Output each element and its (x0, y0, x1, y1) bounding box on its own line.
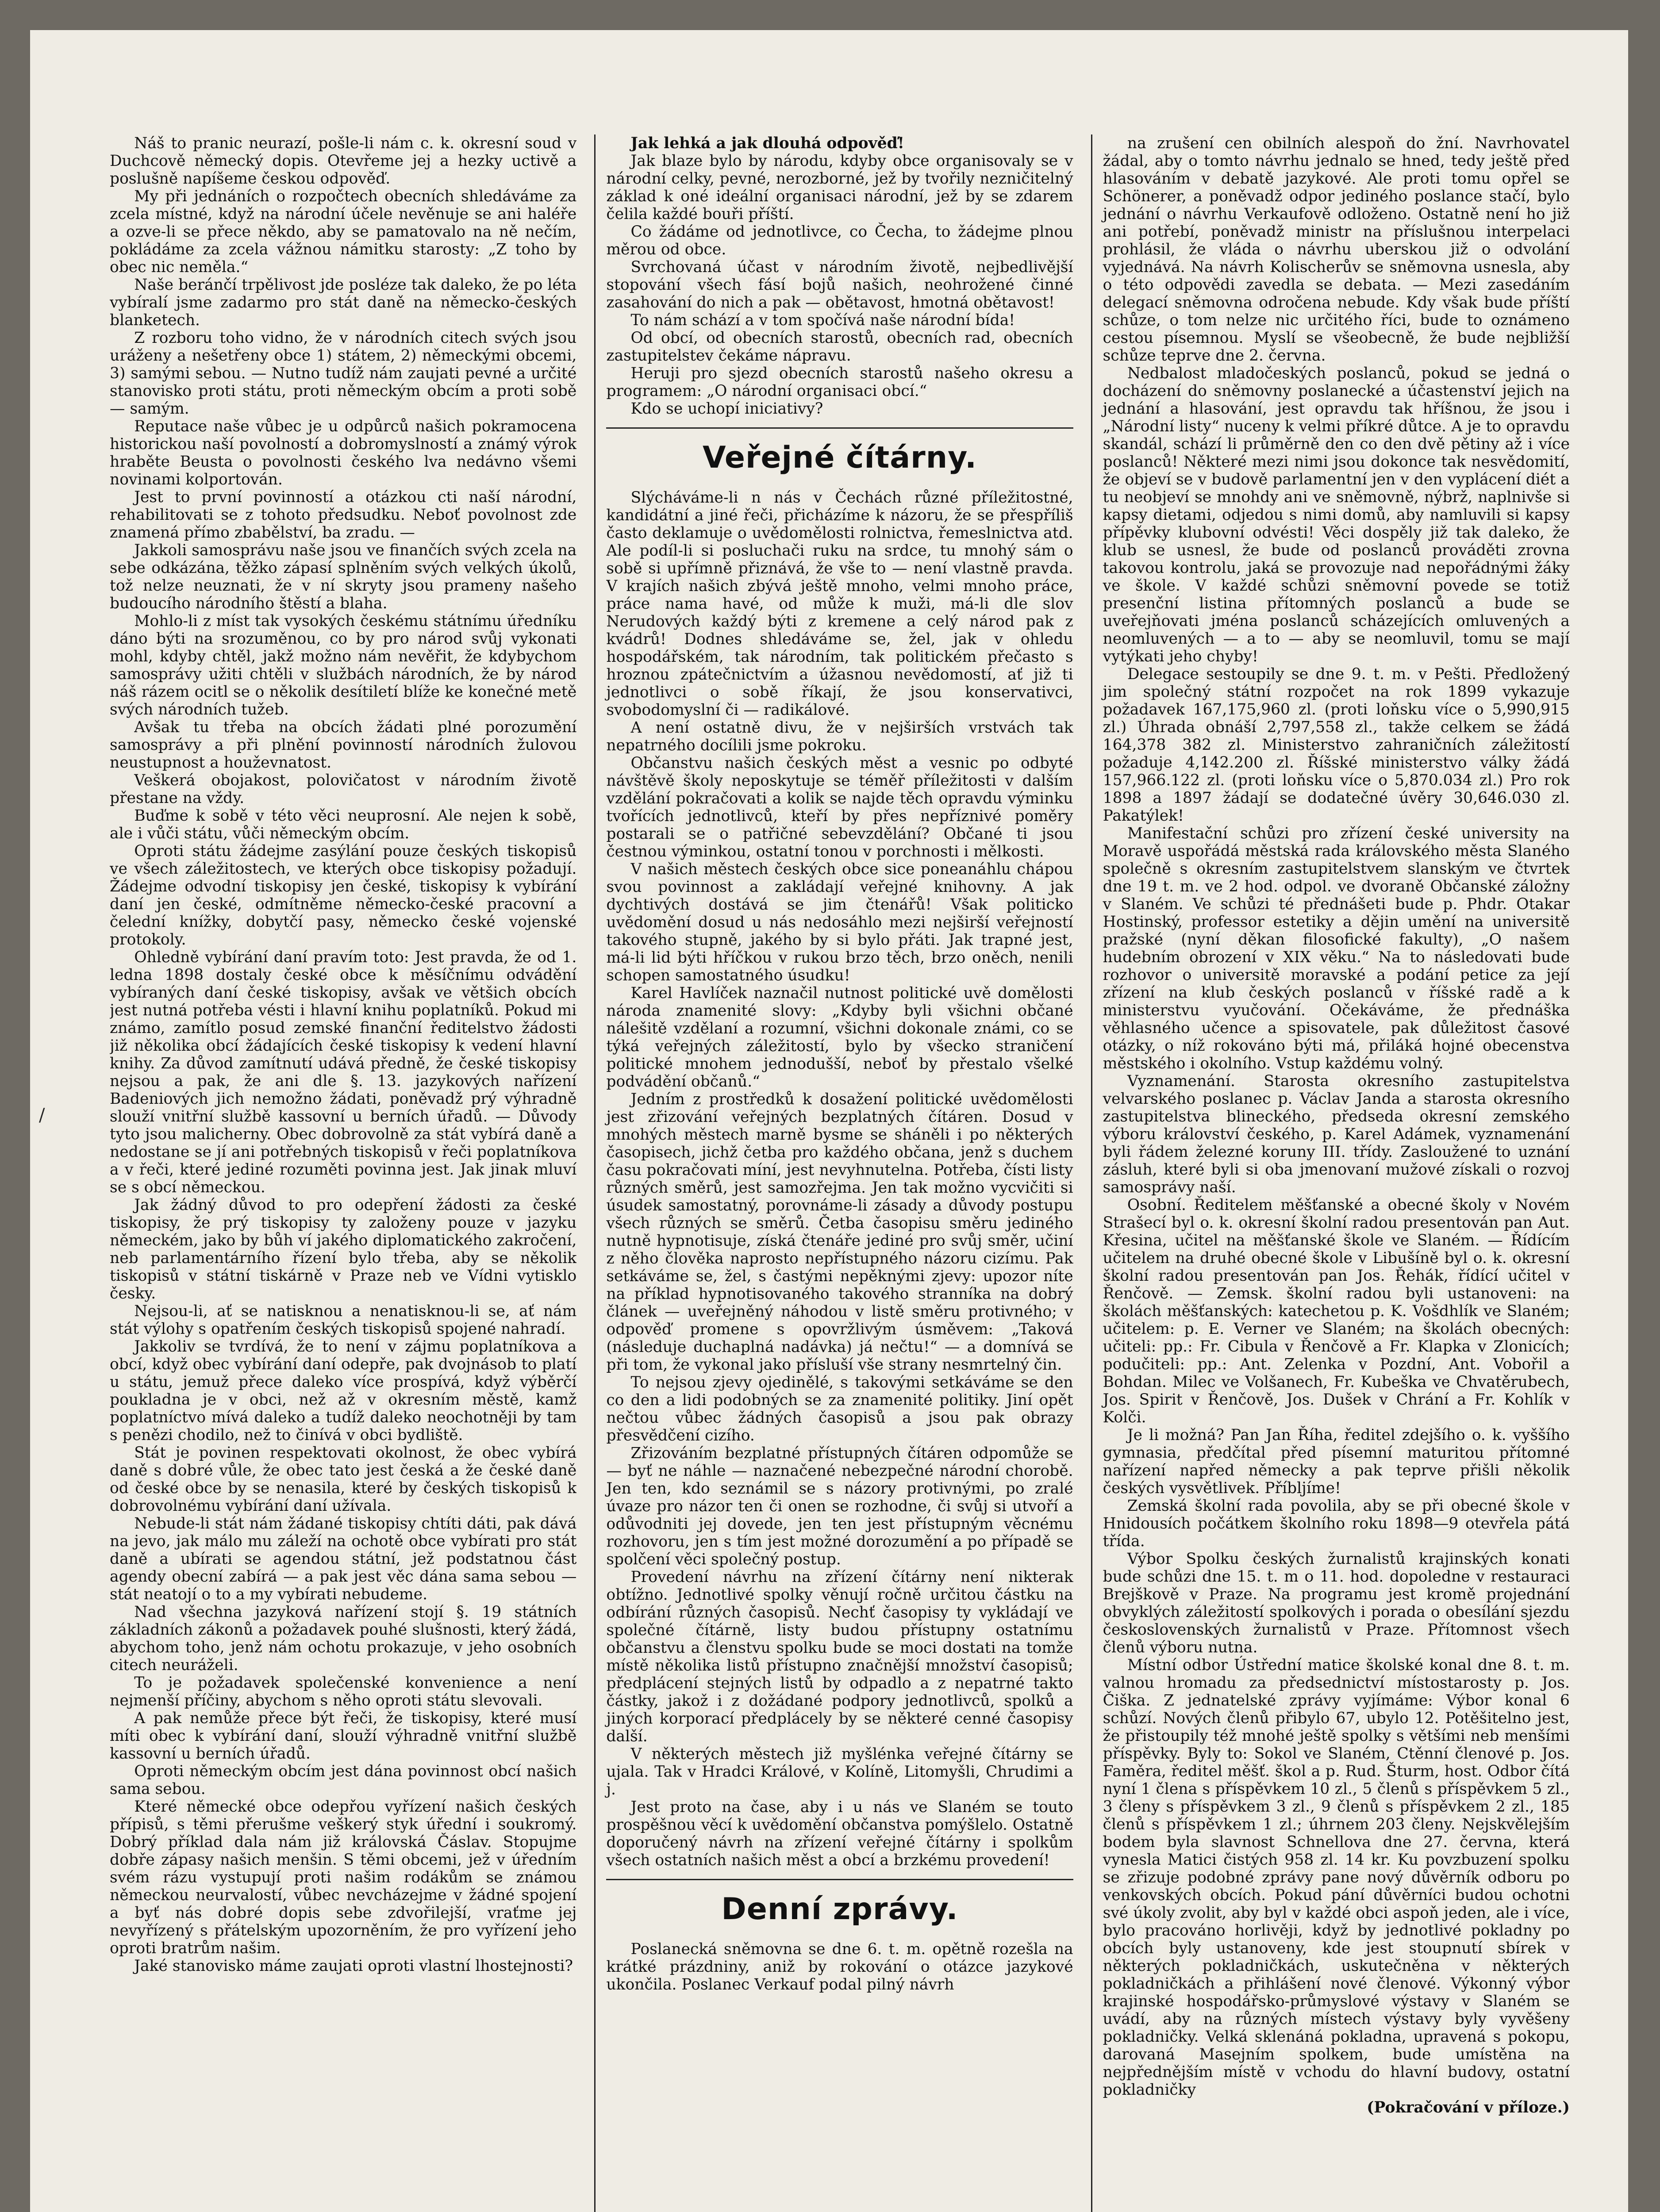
article-paragraph: Svrchovaná účast v národním životě, nejbedlivější stopování všech fásí bojů našich, neohrožené činné zasahování do nich a pak — obětavost, hmotná obětavost! (606, 258, 1073, 311)
article-paragraph: Vyznamenání. Starosta okresního zastupitelstva velvarského poslanec p. Václav Janda a starosta okresního zastupitelstva blineckého, předseda okresní zemského výboru království českého, p. Karel Adámek, vyznamenání byli řádem železné koruny III. třídy. Zasloužené to uznání zásluh, které byli si oba jmenovaní mužové získali o rozvoj samosprávy naší. (1103, 1072, 1570, 1196)
article-paragraph: Provedení návrhu na zřízení čítárny není nikterak obtížno. Jednotlivé spolky věnují ročně určitou částku na odbírání různých časopisů. Nechť časopisy ty vykládají ve společné čítárně, listy budou přístupny ostatnímu občanstvu a členstvu spolku bude se moci dostati na tomže místě několika listů přístupno značnější množství časopisů; předplácení stejných listů by odpadlo a z nepatrné takto částky, jakož i z dožádané podpory jednotlivců, spolků a jiných korporací předplácely by se některé cenné časopisy další. (606, 1568, 1073, 1745)
article-paragraph: Veškerá obojakost, polovičatost v národním životě přestane na vždy. (110, 772, 577, 807)
article-paragraph: Karel Havlíček naznačil nutnost politické uvě domělosti národa znamenité slovy: „Kdyby byli všichni občané nálešitě vzdělaní a rozumní, všichni dokonale známi, co se týká veřejných záležitostí, bylo by všecko straničení politické mnohem jednodušší, neboť by přestalo všelké podvádění občanů.“ (606, 984, 1073, 1091)
article-paragraph: Ohledně vybírání daní pravím toto: Jest pravda, že od 1. ledna 1898 dostaly české obce k měsíčnímu odvádění vybíraných daní české tiskopisy, avšak ve většich obcích jest nutná potřeba vésti i hlavní knihu poplatníků. Pokud mi známo, zamítlo posud zemské finanční ředitelstvo žádosti již několika obcí žádajících české tiskopisy k vedení hlavní knihy. Za důvod zamítnutí udává předně, že české tiskopisy nejsou a pak, že ani dle §. 13. jazykových nařízení Badeniových jich nemožno žádati, poněvadž prý výhradně slouží vnitřní službě kassovní u berních úřadů. — Důvody tyto jsou malicherny. Obec dobrovolně za stát vybírá daně a nedostane se jí ani potřebných tiskopisů v řeči poplatníkova a v řeči, které jediné rozuměti povinna jest. Jak jinak mluví se s obcí německou. (110, 949, 577, 1196)
article-paragraph: Jak lehká a jak dlouhá odpověď! (630, 134, 904, 152)
section-heading-citarny: Veřejné čítárny. (702, 440, 977, 475)
article-paragraph: Poslanecká sněmovna se dne 6. t. m. opětně rozešla na krátké prázdniny, aniž by rokování o otázce jazykové ukončila. Poslanec Verkauf podal pilný návrh (606, 1940, 1073, 1993)
article-paragraph: Místní odbor Ústřední matice školské konal dne 8. t. m. valnou hromadu za předsednictví místostarosty p. Jos. Čiška. Z jednatelské zprávy vyjímáme: Výbor konal 6 schůzí. Nových členů přibylo 67, ubylo 12. Potěšitelno jest, že přistoupily též mnohé ještě spolky s většími neb menšími příspěvky. Byly to: Sokol ve Slaném, Ctěnní členové p. Jos. Faměra, ředitel měšť. škol a p. Rud. Šturm, host. Odbor čítá nyní 1 člena s příspěvkem 10 zl., 5 členů s příspěvkem 5 zl., 3 členy s příspěvkem 3 zl., 9 členů s příspěvkem 2 zl., 185 členů s příspěvkem 1 zl.; úhrnem 203 členy. Nejskvělejším bodem byla slavnost Schnellova dne 27. června, která vynesla Matici čistých 958 zl. 14 kr. Ku povzbuzení spolku se zřizuje podobné zprávy pane nový důvěrník odboru po venkovských obcích. Pokud pání důvěrníci budou ochotni své úkoly zvolit, aby byl v každé obci aspoň jeden, ale i více, bylo pracováno horlivěji, když by jednotlivé pokladny po obcích byly ustanoveny, kde jest stoupnutí sbírek v některých pokladničkách, uskutečněna v některých pokladničkách a přihlášení nové členové. Výkonný výbor krajinské hospodářsko-průmyslové výstavy v Slaném se uvádí, aby na různých místech výstavy byly vyvěšeny pokladničky. Velká sklenáná pokladna, upravená s pokopu, darovaná Masejním spolkem, bude umístěna na nejpřednějším místě v vchodu do hlavní budovy, ostatní pokladničky (1103, 1656, 1570, 2099)
column-2 (594, 134, 1073, 2212)
article-paragraph: Z rozboru toho vidno, že v národních citech svých jsou uráženy a nešetřeny obce 1) státem, 2) německými obcemi, 3) samými sebou. — Nutno tudíž nám zaujati pevné a určité stanovisko proti státu, proti německým obcím a proti sobě — samým. (110, 329, 577, 418)
article-paragraph: Oproti německým obcím jest dána povinnost obcí našich sama sebou. (110, 1763, 577, 1798)
article-paragraph: Jak blaze bylo by národu, kdyby obce organisovaly se v národní celky, pevné, nerozborné, jež by tvořily nezničitelný základ k oné ideální organisaci národní, jež by se zdarem čelila každé bouři příští. (606, 152, 1073, 223)
article-paragraph: A pak nemůže přece být řeči, že tiskopisy, které musí míti obec k vybírání daní, slouží výhradně vnitřní službě kassovní u berních úřadů. (110, 1709, 577, 1763)
article-paragraph: Které německé obce odepřou vyřízení našich českých přípisů, s těmi přerušme veškerý styk úřední i soukromý. Dobrý příklad dala nám již královská Čáslav. Stopujme dobře zápasy našich menšin. S těmi obcemi, jež v úředním svém rázu vystupují proti našim rodákům se známou německou neurvalostí, vůbec nevcházejme v žádné spojení a byť nás dobré dopis sebe zdvořilejší, vraťme jej nevyřízený s přátelským upozorněním, že pro vyřízení jeho oproti bratrům našim. (110, 1798, 577, 1957)
article-paragraph: Jest to první povinností a otázkou cti naší národní, rehabilitovati se z tohoto předsudku. Neboť povolnost zde znamená přímo zbabělství, ba zradu. — (110, 488, 577, 541)
article-paragraph: Delegace sestoupily se dne 9. t. m. v Pešti. Předložený jim společný státní rozpočet na rok 1899 vykazuje požadavek 167,175,960 zl. (proti loňsku více o 5,990,915 zl.) Úhrada obnáší 2,797,558 zl., takže celkem se žádá 164,378 382 zl. Ministerstvo zahraničních záležitostí požaduje 4,142.200 zl. Říšské ministerstvo války žádá 157,966.122 zl. (proti loňsku více o 5,870.034 zl.) Pro rok 1898 a 1897 žádají se dodatečné úvěry 30,646.030 zl. Pakatýlek! (1103, 665, 1570, 825)
columns (110, 134, 1570, 2212)
article-paragraph: Buďme k sobě v této věci neuprosní. Ale nejen k sobě, ale i vůči státu, vůči německým obcím. (110, 807, 577, 842)
article-paragraph: Jakkoli samosprávu naše jsou ve finančích svých zcela na sebe odkázána, těžko zápasí splněním svých velkých úkolů, tož nelze neuznati, že v ní skryty jsou prameny našeho budoucího národního štěstí a blaha. (110, 541, 577, 612)
article-paragraph: A není ostatně divu, že v nejširších vrstvách tak nepatrného docílili jsme pokroku. (606, 719, 1073, 754)
article-paragraph: Co žádáme od jednotlivce, co Čecha, to žádejme plnou měrou od obce. (606, 223, 1073, 258)
article-paragraph: Oproti státu žádejme zasýlání pouze českých tiskopisů ve všech záležitostech, ve kterých obce tiskopisy požadují. Žádejme odvodní tiskopisy jen české, tiskopisy k vybírání daní jen české, odmítněme německo-české pracovní a čelední knížky, dobytčí pasy, německo české vojenské protokoly. (110, 842, 577, 949)
article-paragraph: Výbor Spolku českých žurnalistů krajinských konati bude schůzi dne 15. t. m o 11. hod. dopoledne v restauraci Brejškově v Praze. Na programu jest kromě projednání obvyklých záležitostí spolkových i porada o obesílání sjezdu československých žurnalistů v Praze. Přítomnost všech členů výboru nutna. (1103, 1550, 1570, 1656)
column-1 (110, 134, 576, 2212)
article-paragraph: Jak žádný důvod to pro odepření žádosti za české tiskopisy, že prý tiskopisy ty založeny pouze v jazyku německém, jako by bůh ví jakého diplomatického zakročení, neb parlamentárního řízení bylo třeba, aby se několik tiskopisů v státní tiskárně v Praze neb ve Vídni vytisklo česky. (110, 1196, 577, 1302)
article-paragraph: Jedním z prostředků k dosažení politické uvědomělosti jest zřizování veřejných bezplatných čítáren. Dosud v mnohých městech marně bysme se sháněli i po některých časopisech, jichž četba pro každého občana, jenž s duchem času pokračovati míní, jest nevyhnutelna. Potřeba, čísti listy různých směrů, jest samozřejma. Jen tak možno vycvičiti si úsudek samostatný, porovnáme-li zásady a důvody postupu všech různých se směrů. Četba časopisu směru jediného nutně hypnotisuje, získá čtenáře jediné pro svůj směr, učiní z něho člověka naprosto nepřístupného názoru cizímu. Pak setkáváme se, žel, s častými nepěknými zjevy: upozor níte na příklad hypnotisovaného takového stranníka na dobrý článek — uveřejněný náhodou v listě směru protivného; v odpověď promene s opovržlivým úsměvem: „Taková (následuje duchaplná nadávka) já nečtu!“ — a domnívá se při tom, že vykonal jako přísluší vše strany nesmrtelný čin. (606, 1091, 1073, 1374)
article-paragraph: Mohlo-li z míst tak vysokých českému státnímu úředníku dáno býti na srozuměnou, co by pro národ svůj vykonati mohl, kdyby chtěl, jakž možno nám nevěřit, že kdybychom samosprávy užiti chtěli v službách národních, že by národ náš rázem ocitl se o několik desítiletí blíže ke konečné metě svých národních tužeb. (110, 612, 577, 718)
article-paragraph: Nejsou-li, ať se natisknou a nenatisknou-li se, ať nám stát výlohy s opatřením českých tiskopisů spojené nahradí. (110, 1302, 577, 1338)
article-paragraph: Naše beránčí trpělivost jde posléze tak daleko, že po léta vybíralí jsme zadarmo pro stát daně na německo-českých blanketech. (110, 276, 577, 329)
article-paragraph: Jaké stanovisko máme zaujati oproti vlastní lhostejnosti? (134, 1957, 573, 1975)
article-paragraph: V některých městech již myšlénka veřejné čítárny se ujala. Tak v Hradci Králové, v Kolíně, Litomyšli, Chrudimi a j. (606, 1745, 1073, 1798)
article-paragraph: Zřizováním bezplatné přístupných čítáren odpomůže se — byť ne náhle — naznačené nebezpečné národní chorobě. Jen ten, kdo seznámil se s názory protivnými, po zralé úvaze pro názor ten či onen se rozhodne, či svůj si utvoří a odůvodniti jej dovede, jen ten jest přístupným věcnému rozhovoru, jen s tím jest možné dorozumění a po případě se spolčení věci společný postup. (606, 1444, 1073, 1568)
article-paragraph: Avšak tu třeba na obcích žádati plné porozumění samosprávy a při plnění povinností národních žulovou neustupnost a houževnatost. (110, 718, 577, 772)
article-paragraph: Je li možná? Pan Jan Říha, ředitel zdejšího o. k. vyššího gymnasia, předčítal před písemní maturitou přítomné nařízení napřed německy a pak teprve přišli několik českých vysvětlivek. Příbljíme! (1103, 1426, 1570, 1497)
article-paragraph: Heruji pro sjezd obecních starostů našeho okresu a programem: „O národní organisaci obcí.“ (606, 365, 1073, 400)
article-paragraph: na zrušení cen obilních alespoň do žní. Navrhovatel žádal, aby o tomto návrhu jednalo se hned, tedy ještě před hlasováním v debatě jazykové. Ale proti tomu opřel se Schönerer, a poněvadž odpor jediného poslance stačí, bylo jednání o návrhu Verkaufově odloženo. Ostatně není ho již ani potřebí, poněvadž ministr na příslušnou interpelaci prohlásil, že vláda o návrhu uberskou již o odvolání vyjednává. Na návrh Kolischerův se sněmovna usnesla, aby o této odpovědi zavedla se debata. — Mezi zasedáním delegací sněmovna odročena nebude. Kdy však bude příští schůze, o tom nelze nic určitého říci, bude to oznámeno cestou písemnou. Myslí se všeobecně, že bude nejbližší schůze teprve dne 2. června. (1103, 134, 1570, 365)
article-paragraph: Občanstvu našich českých měst a vesnic po odbyté návštěvě školy neposkytuje se téměř příležitosti v dalším vzdělání pokračovati a kolik se najde těch opravdu výminku tvořících jednotlivců, kteří by přes nepříznivé poměry postarali se o patřičné sebevzdělání? Občané ti jsou čestnou výminkou, ostatní tonou v porchnosti i mělkosti. (606, 754, 1073, 860)
article-paragraph: To nejsou zjevy ojedinělé, s takovými setkáváme se den co den a lidi podobných se za znamenité politiky. Jiní opět nečtou vůbec žádných časopisů a jsou pak obrazy přesvědčení cizího. (606, 1374, 1073, 1444)
article-paragraph: Jest proto na čase, aby i u nás ve Slaném se touto prospěšnou věcí k uvědomění občanstva pomýšlelo. Ostatně doporučený návrh na zřízení veřejné čítárny i spolkům všech ostatních našich měst a obcí a brzkému provedení! (606, 1798, 1073, 1869)
article-paragraph: Zemská školní rada povolila, aby se při obecné škole v Hnidousích počátkem školního roku 1898—9 otevřela pátá třída. (1103, 1497, 1570, 1550)
article-paragraph: My při jednáních o rozpočtech obecních shledáváme za zcela místné, když na národní účele nevěnuje se ani haléře a ozve-li se přece někdo, aby se pamatovalo na ně nečím, pokládáme za zcela vážnou námitku starosty: „Z toho by obec nic neměla.“ (110, 188, 577, 276)
article-paragraph: Nedbalost mladočeských poslanců, pokud se jedná o docházení do sněmovny poslanecké a účastenství jejich na jednání a hlasování, jest opravdu tak hříšnou, že jsou i „Národní listy“ nuceny k velmi příkré důtce. A je to opravdu skandál, schází li průměrně den co den dvě pětiny až i více poslanců! Některé mezi nimi jsou dokonce tak nesvědomití, že objeví se v budově parlamentní jen v den vyplácení diét a tu neobjeví se mnohdy ani ve sněmovně, nýbrž, naplnivše si kapsy dietami, odjedou s nimi domů, aby namluvili si kapsy přípěvky klubovní odvésti! Věci dospěly již tak daleko, že klub se usnesl, že bude od poslanců prováděti zrovna takovou kontrolu, jaká se provozuje nad nepořádnými žáky ve škole. V každé schůzi sněmovní povede se totiž presenční listina přítomných poslanců a bude se uveřejňovati jména poslanců scházejících omluvených a neomluvených — a to — aby se neomluvil, tomu se mají vytýkati jeho chyby! (1103, 365, 1570, 665)
section-divider (606, 1879, 1073, 1880)
article-paragraph: To nám schází a v tom spočívá naše národní bída! (630, 311, 1015, 329)
article-paragraph: Nad všechna jazyková nařízení stojí §. 19 státních základních zákonů a požadavek pouhé slušnosti, který žádá, abychom toho, jenž nám ochotu prokazuje, v jeho osobních citech neuráželi. (110, 1603, 577, 1674)
article-paragraph: Náš to pranic neurazí, pošle-li nám c. k. okresní soud v Duchcově německý dopis. Otevřeme jej a hezky uctivě a poslušně napíšeme českou odpověď. (110, 134, 577, 188)
section-heading-denni-zpravy: Denní zprávy. (721, 1892, 958, 1927)
article-paragraph: Kdo se uchopí iniciativy? (630, 400, 823, 418)
newspaper-page (30, 30, 1628, 2212)
article-paragraph: Od obcí, od obecních starostů, obecních rad, obecních zastupitelstev čekáme nápravu. (606, 329, 1073, 365)
column-3 (1091, 134, 1570, 2212)
margin-mark: / (39, 1105, 45, 1125)
section-divider (606, 427, 1073, 429)
continuation-note: (Pokračování v příloze.) (1367, 2099, 1570, 2116)
article-paragraph: To je požadavek společenské konvenience a není nejmenší příčiny, abychom s něho oproti státu slevovali. (110, 1674, 577, 1709)
article-paragraph: Reputace naše vůbec je u odpůrců našich pokramocena historickou naší povolností a dobromyslností a známý výrok hraběte Beusta o povolnosti českého lva nedávno všemi novinami kolportován. (110, 418, 577, 488)
article-paragraph: Jakkoliv se tvrdívá, že to není v zájmu poplatníkova a obcí, když obec vybírání daní odepře, pak dvojnásob to platí u státu, jemuž přece daleko více prospívá, když výběrčí poukladna je v obci, než až v okresním městě, kamž poplatníctvo mívá daleko a tudíž daleko neochotněji by tam s penězi chodilo, než to činívá v obci bydliště. (110, 1338, 577, 1444)
article-paragraph: Stát je povinen respektovati okolnost, že obec vybírá daně s dobré vůle, že obec tato jest česká a že české daně od české obce by se nenasila, které by českých tiskopisů k dobrovolnému vybírání daní užívala. (110, 1444, 577, 1515)
article-paragraph: Osobní. Ředitelem měšťanské a obecné školy v Novém Strašecí byl o. k. okresní školní radou presentován pan Aut. Křesina, učitel na měšťanské škole ve Slaném. — Řídícím učitelem na druhé obecné škole v Libušíně byl o. k. okresní školní radou presentován pan Jos. Řehák, řídící učitel v Řenčově. — Zemsk. školní radou byli ustanoveni: na školách měšťanských: katechetou p. K. Vošdhlík ve Slaném; učitelem: p. E. Verner ve Slaném; na školách obecných: učiteli: pp.: Fr. Cibula v Řenčově a Fr. Klapka v Zlonicích; podučiteli: pp.: Ant. Zelenka v Pozdní, Ant. Vobořil a Bohdan. Milec ve Volšanech, Fr. Kubeška ve Chvatěrubech, Jos. Spirit v Řenčově, Jos. Dušek v Chrání a Fr. Kohlík v Kolči. (1103, 1196, 1570, 1426)
article-paragraph: Nebude-li stát nám žádané tiskopisy chtíti dáti, pak dává na jevo, jak málo mu záleží na ochotě obce vybírati pro stát daně a ubírati se agendou státní, jež podstatnou část agendy obecní zabírá — a pak jest věc dána sama sebou — stát neatojí o to a my vybírati nebudeme. (110, 1515, 577, 1603)
article-paragraph: V našich městech českých obce sice poneanáhlu chápou svou povinnost a zakládají veřejné knihovny. A jak dychtivých dostává se jim čtenářů! Však politicko uvědomění dosud u nás nedosáhlo mezi nejširší veřejností takového stupně, jakého by si bylo přáti. Jak trapné jest, má-li lid býti hříčkou v rukou brzo těch, brzo oněch, nenili schopen samostatného úsudku! (606, 860, 1073, 984)
article-paragraph: Slýcháváme-li n nás v Čechách různé příležitostné, kandidátní a jiné řeči, přicházíme k názoru, že se přespříliš často deklamuje o uvědomělosti rolnictva, řemeslnictva atd. Ale podíl-li si posluchači ruku na srdce, tu mnohý sám o sobě si upřímně přiznává, že vše to — není vlastně pravda. V krajích našich zbývá ještě mnoho, velmi mnoho práce, práce nama havé, od může k muži, má-li dle slov Nerudových každý býti z kremene a celý národ pak z kvádrů! Dodnes shledáváme se, žel, jak v ohledu hospodářském, tak národním, tak politickém přečasto s hroznou zpátečnictvím a úžasnou nevědomostí, ať již ti jednotlivci o sobě říkají, že jsou konservativci, svobodomyslní či — radikálové. (606, 489, 1073, 719)
article-paragraph: Manifestační schůzi pro zřízení české university na Moravě uspořádá městská rada královského města Slaného společně s okresním zastupitelstvem slanským ve čtvrtek dne 19 t. m. ve 2 hod. odpol. ve dvoraně Občanské záložny v Slaném. Ve schůzi té přednášeti bude p. Phdr. Otakar Hostinský, professor estetiky a dějin umění na universitě pražské (nyní děkan filosofické fakulty), „O našem hudebním obrození v XIX věku.“ Na to následovati bude rozhovor o universitě moravské a podání petice za její zřízení na klub českých poslanců v říšské radě a k ministerstvu vyučování. Očekáváme, že přednáška věhlasného učence a spisovatele, pak důležitost časové otázky, o níž rokováno býti má, přiláká hojné obecenstva městského i okolního. Vstup každému volný. (1103, 825, 1570, 1072)
